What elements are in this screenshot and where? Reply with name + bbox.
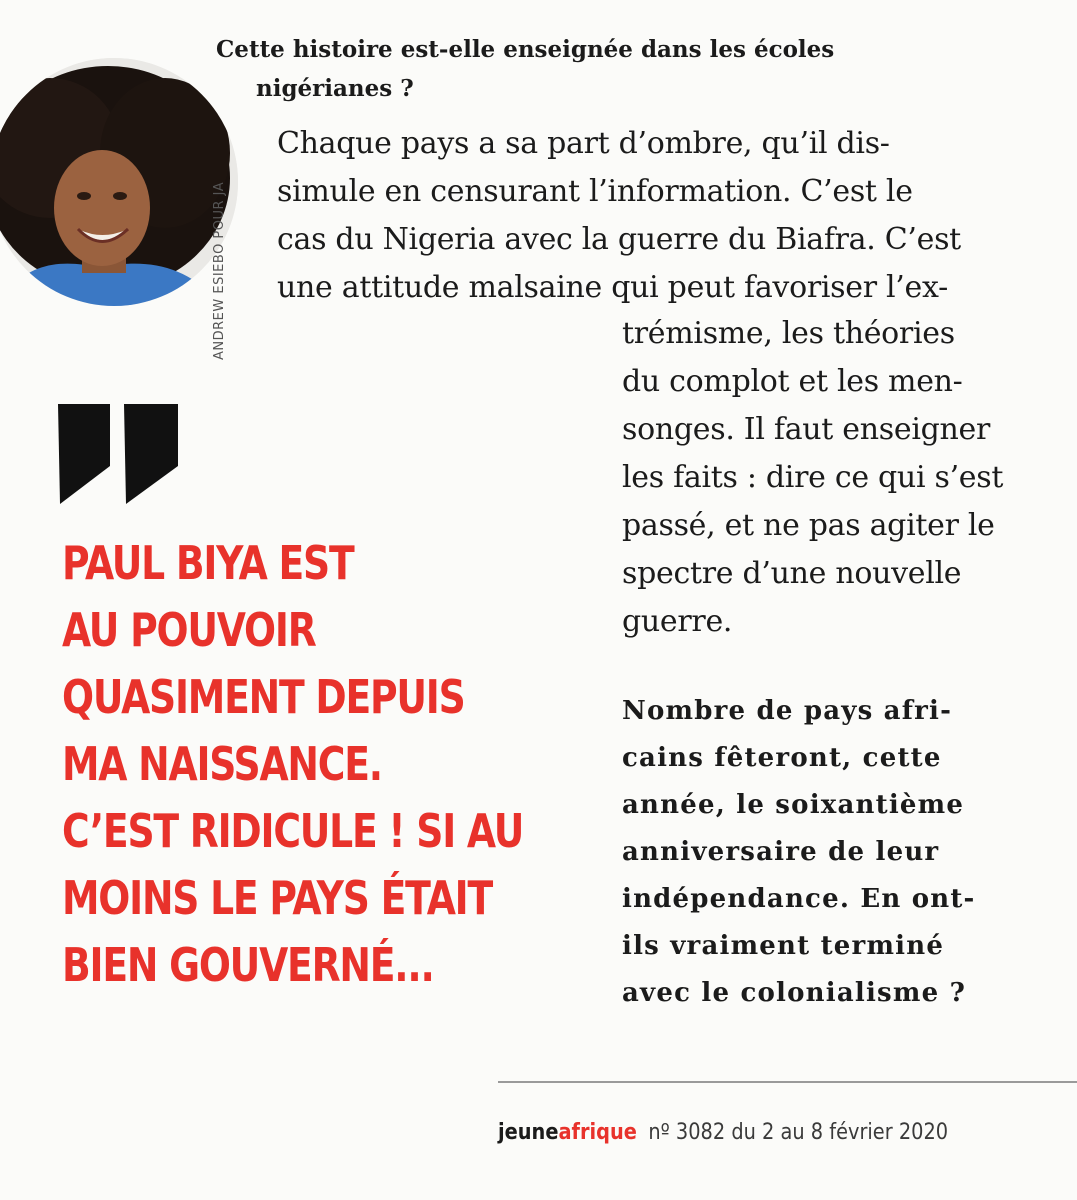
photo-credit-text: ANDREW ESIEBO POUR JA <box>212 181 227 360</box>
question-2-line: année, le soixantième <box>622 790 965 820</box>
answer-line: une attitude malsaine qui peut favoriser l’ex- <box>277 270 948 305</box>
answer-line: cas du Nigeria avec la guerre du Biafra. C’est <box>277 222 961 257</box>
question-2-line: Nombre de pays afri- <box>622 696 953 726</box>
brand-name-part-1: jeune <box>498 1120 559 1145</box>
answer-line: spectre d’une nouvelle <box>622 556 962 591</box>
question-2-line: indépendance. En ont- <box>622 884 976 914</box>
question-2-line: cains fêteront, cette <box>622 743 942 773</box>
answer-line: Chaque pays a sa part d’ombre, qu’il dis- <box>277 126 890 161</box>
pull-quote-line: C’EST RIDICULE ! SI AU <box>62 804 524 858</box>
pull-quote-line: BIEN GOUVERNÉ... <box>62 938 434 992</box>
pull-quote <box>62 530 524 999</box>
question-2-line: ils vraiment terminé <box>622 931 945 961</box>
question-2-line: anniversaire de leur <box>622 837 940 867</box>
answer-line: simule en censurant l’information. C’est le <box>277 174 913 209</box>
pull-quote-line: MOINS LE PAYS ÉTAIT <box>62 871 492 925</box>
quotation-mark-icon <box>58 404 180 506</box>
answer-line: les faits : dire ce qui s’est <box>622 460 1004 495</box>
question-2-line: avec le colonialisme ? <box>622 978 966 1008</box>
pull-quote-line: AU POUVOIR <box>62 603 316 657</box>
author-portrait <box>0 58 238 306</box>
issue-info: nº 3082 du 2 au 8 février 2020 <box>648 1120 949 1145</box>
question-1-line-2: nigérianes ? <box>256 75 414 102</box>
pull-quote-line: QUASIMENT DEPUIS <box>62 670 465 724</box>
answer-line: songes. Il faut enseigner <box>622 412 991 447</box>
answer-line: passé, et ne pas agiter le <box>622 508 995 543</box>
answer-1-narrow <box>622 310 1032 646</box>
interview-question-2 <box>622 688 1042 1017</box>
photo-credit <box>212 100 228 360</box>
interview-question-1 <box>216 30 1066 108</box>
brand-name-part-2: afrique <box>558 1120 637 1145</box>
portrait-illustration <box>0 58 238 306</box>
answer-1-wide <box>277 120 1032 312</box>
answer-line: du complot et les men- <box>622 364 963 399</box>
pull-quote-line: PAUL BIYA EST <box>62 536 354 590</box>
pull-quote-line: MA NAISSANCE. <box>62 737 382 791</box>
footer-divider <box>498 1081 1077 1083</box>
answer-line: guerre. <box>622 604 733 639</box>
footer-citation <box>498 1120 948 1145</box>
question-1-line-1: Cette histoire est-elle enseignée dans les écoles <box>216 36 835 63</box>
answer-line: trémisme, les théories <box>622 316 955 351</box>
